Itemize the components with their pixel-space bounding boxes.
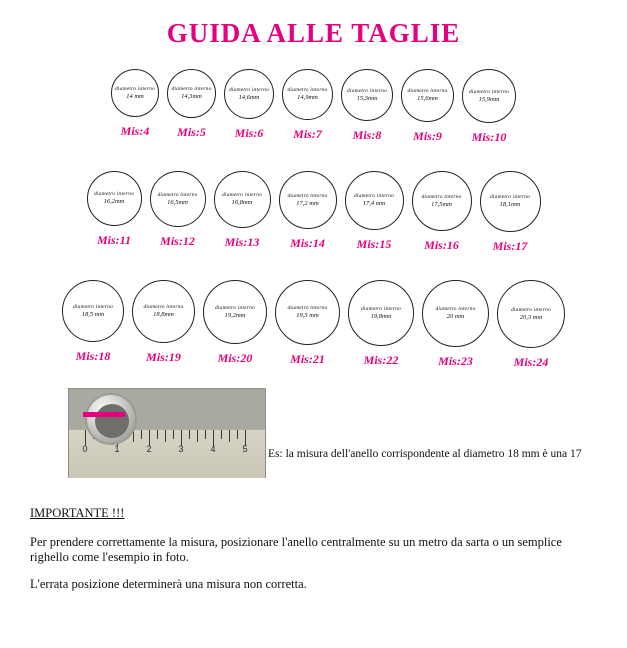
ring-size-label: Mis:21 bbox=[290, 352, 325, 366]
diameter-label: diametro interno bbox=[287, 305, 328, 312]
ruler-number: 0 bbox=[82, 444, 88, 454]
ring-size-label: Mis:19 bbox=[146, 350, 181, 364]
diameter-value: 19,8mm bbox=[370, 312, 392, 320]
ring-size-label: Mis:8 bbox=[352, 128, 382, 142]
ring-size-label: Mis:6 bbox=[234, 126, 264, 140]
ring-size-label: Mis:13 bbox=[224, 235, 260, 249]
diameter-value: 19,5 mm bbox=[296, 312, 319, 320]
ring-circle bbox=[401, 69, 454, 122]
diameter-value: 16,8mm bbox=[231, 199, 253, 207]
ring-size-label: Mis:16 bbox=[424, 238, 459, 252]
diameter-label: diametro interno bbox=[143, 304, 184, 311]
ring-cell bbox=[111, 69, 159, 139]
ring-cell bbox=[203, 280, 267, 366]
footer-notes bbox=[0, 506, 627, 592]
ring-circle bbox=[480, 171, 541, 232]
ring-circle bbox=[348, 280, 414, 346]
important-heading: IMPORTANTE !!! bbox=[30, 506, 125, 520]
diameter-value: 17,2 mm bbox=[296, 199, 319, 207]
ring-cell bbox=[422, 280, 489, 369]
diameter-value: 16,5mm bbox=[167, 198, 188, 206]
diameter-value: 14,6mm bbox=[238, 93, 260, 101]
ring-size-label: Mis:11 bbox=[96, 233, 131, 247]
ring-size-label: Mis:17 bbox=[492, 239, 528, 253]
size-guide-page bbox=[0, 18, 627, 648]
ring-size-label: Mis:9 bbox=[413, 129, 442, 143]
diameter-label: diametro interno bbox=[72, 303, 114, 310]
ring-cell bbox=[412, 171, 472, 253]
ring-row-1 bbox=[0, 69, 627, 145]
diameter-value: 17,5mm bbox=[431, 200, 452, 208]
ring-circle bbox=[345, 171, 404, 230]
ring-circle bbox=[275, 280, 340, 345]
ring-cell bbox=[497, 280, 565, 370]
diameter-label: diametro interno bbox=[353, 193, 395, 200]
instruction-note-1: Per prendere correttamente la misura, posizionare l'anello centralmente su un metro da sarta o un semplice righello come l'esempio in foto. bbox=[30, 535, 562, 564]
diameter-value: 14 mm bbox=[126, 92, 144, 100]
ring-circle bbox=[132, 280, 195, 343]
diameter-label: diametro interno bbox=[489, 194, 531, 201]
diameter-value: 20 mm bbox=[446, 313, 465, 321]
ruler-number: 4 bbox=[210, 444, 216, 454]
ring-cell bbox=[214, 171, 271, 250]
diameter-value: 17,4 mm bbox=[362, 200, 386, 208]
ring-photo bbox=[85, 393, 137, 445]
ring-size-label: Mis:10 bbox=[471, 130, 507, 144]
ring-cell bbox=[348, 280, 414, 368]
ruler-photo bbox=[68, 388, 266, 478]
ring-row-2 bbox=[0, 171, 627, 254]
ring-size-label: Mis:5 bbox=[177, 125, 206, 139]
diameter-label: diametro interno bbox=[407, 88, 448, 95]
diameter-value: 20,3 mm bbox=[519, 313, 543, 321]
instruction-note-2: L'errata posizione determinerà una misura non corretta. bbox=[30, 577, 307, 591]
ring-circle bbox=[279, 171, 337, 229]
ring-circle bbox=[412, 171, 472, 231]
diameter-label: diametro interno bbox=[214, 304, 256, 311]
ring-cell bbox=[62, 280, 124, 364]
ring-cell bbox=[167, 69, 216, 140]
ring-cell bbox=[341, 69, 393, 143]
ring-cell bbox=[150, 171, 206, 249]
diameter-value: 19,2mm bbox=[224, 311, 246, 319]
ring-photo-inner bbox=[95, 404, 129, 438]
diameter-label: diametro interno bbox=[114, 85, 156, 92]
ring-circle bbox=[150, 171, 206, 227]
diameter-label: diametro interno bbox=[157, 191, 198, 198]
ring-cell bbox=[132, 280, 195, 365]
ring-cell bbox=[279, 171, 337, 251]
ring-size-label: Mis:20 bbox=[217, 351, 253, 365]
diameter-label: diametro interno bbox=[93, 191, 135, 198]
ruler-number: 3 bbox=[178, 444, 184, 454]
ring-circle bbox=[214, 171, 271, 228]
example-caption: Es: la misura dell'anello corrispondente al diametro 18 mm è una 17 bbox=[268, 448, 582, 460]
ring-circle bbox=[497, 280, 565, 348]
ring-size-label: Mis:22 bbox=[363, 353, 399, 367]
page-title: GUIDA ALLE TAGLIE bbox=[166, 18, 461, 48]
diameter-value: 15,9mm bbox=[478, 95, 500, 103]
ruler-number: 2 bbox=[146, 444, 152, 454]
ring-circle bbox=[224, 69, 274, 119]
diameter-label: diametro interno bbox=[287, 87, 328, 94]
ring-size-label: Mis:18 bbox=[75, 349, 111, 363]
diameter-value: 14,9mm bbox=[297, 94, 318, 102]
ring-cell bbox=[345, 171, 404, 252]
diameter-label: diametro interno bbox=[468, 88, 510, 95]
ring-cell bbox=[282, 69, 333, 142]
ring-cell bbox=[401, 69, 454, 144]
ruler-number: 5 bbox=[242, 444, 248, 454]
ring-size-label: Mis:15 bbox=[356, 237, 392, 251]
ring-circle bbox=[341, 69, 393, 121]
diameter-label: diametro interno bbox=[228, 86, 270, 93]
ring-cell bbox=[224, 69, 274, 141]
ring-size-label: Mis:4 bbox=[120, 124, 150, 138]
diameter-label: diametro interno bbox=[346, 87, 388, 94]
ring-circle bbox=[87, 171, 142, 226]
example-photo-area bbox=[0, 388, 627, 498]
diameter-value: 18,8mm bbox=[153, 311, 174, 319]
ring-circle bbox=[203, 280, 267, 344]
ring-circle bbox=[462, 69, 516, 123]
diameter-label: diametro interno bbox=[360, 305, 402, 312]
ring-cell bbox=[275, 280, 340, 367]
diameter-value: 15,6mm bbox=[417, 95, 438, 103]
diameter-label: diametro interno bbox=[510, 306, 552, 313]
ring-circle bbox=[167, 69, 216, 118]
diameter-label: diametro interno bbox=[171, 86, 212, 93]
ring-size-label: Mis:12 bbox=[160, 234, 195, 248]
ring-row-3 bbox=[0, 280, 627, 370]
diameter-value: 18,1mm bbox=[499, 201, 521, 209]
ring-circle bbox=[62, 280, 124, 342]
diameter-label: diametro interno bbox=[287, 192, 328, 199]
ring-size-label: Mis:7 bbox=[293, 127, 322, 141]
ring-cell bbox=[462, 69, 516, 145]
diameter-value: 18,5 mm bbox=[81, 310, 105, 318]
diameter-value: 16,2mm bbox=[103, 198, 125, 206]
ring-size-label: Mis:14 bbox=[290, 236, 325, 250]
diameter-label: diametro interno bbox=[221, 192, 263, 199]
diameter-label: diametro interno bbox=[421, 193, 462, 200]
diameter-label: diametro interno bbox=[435, 306, 476, 313]
ring-circle bbox=[111, 69, 159, 117]
ring-circle bbox=[422, 280, 489, 347]
measure-highlight bbox=[83, 412, 125, 417]
diameter-value: 14,3mm bbox=[181, 93, 202, 101]
ring-cell bbox=[480, 171, 541, 254]
ring-cell bbox=[87, 171, 142, 248]
ruler-number: 1 bbox=[114, 444, 120, 454]
diameter-value: 15,3mm bbox=[356, 94, 378, 102]
ring-size-label: Mis:24 bbox=[513, 355, 549, 369]
ring-size-label: Mis:23 bbox=[438, 354, 473, 368]
ring-circle bbox=[282, 69, 333, 120]
